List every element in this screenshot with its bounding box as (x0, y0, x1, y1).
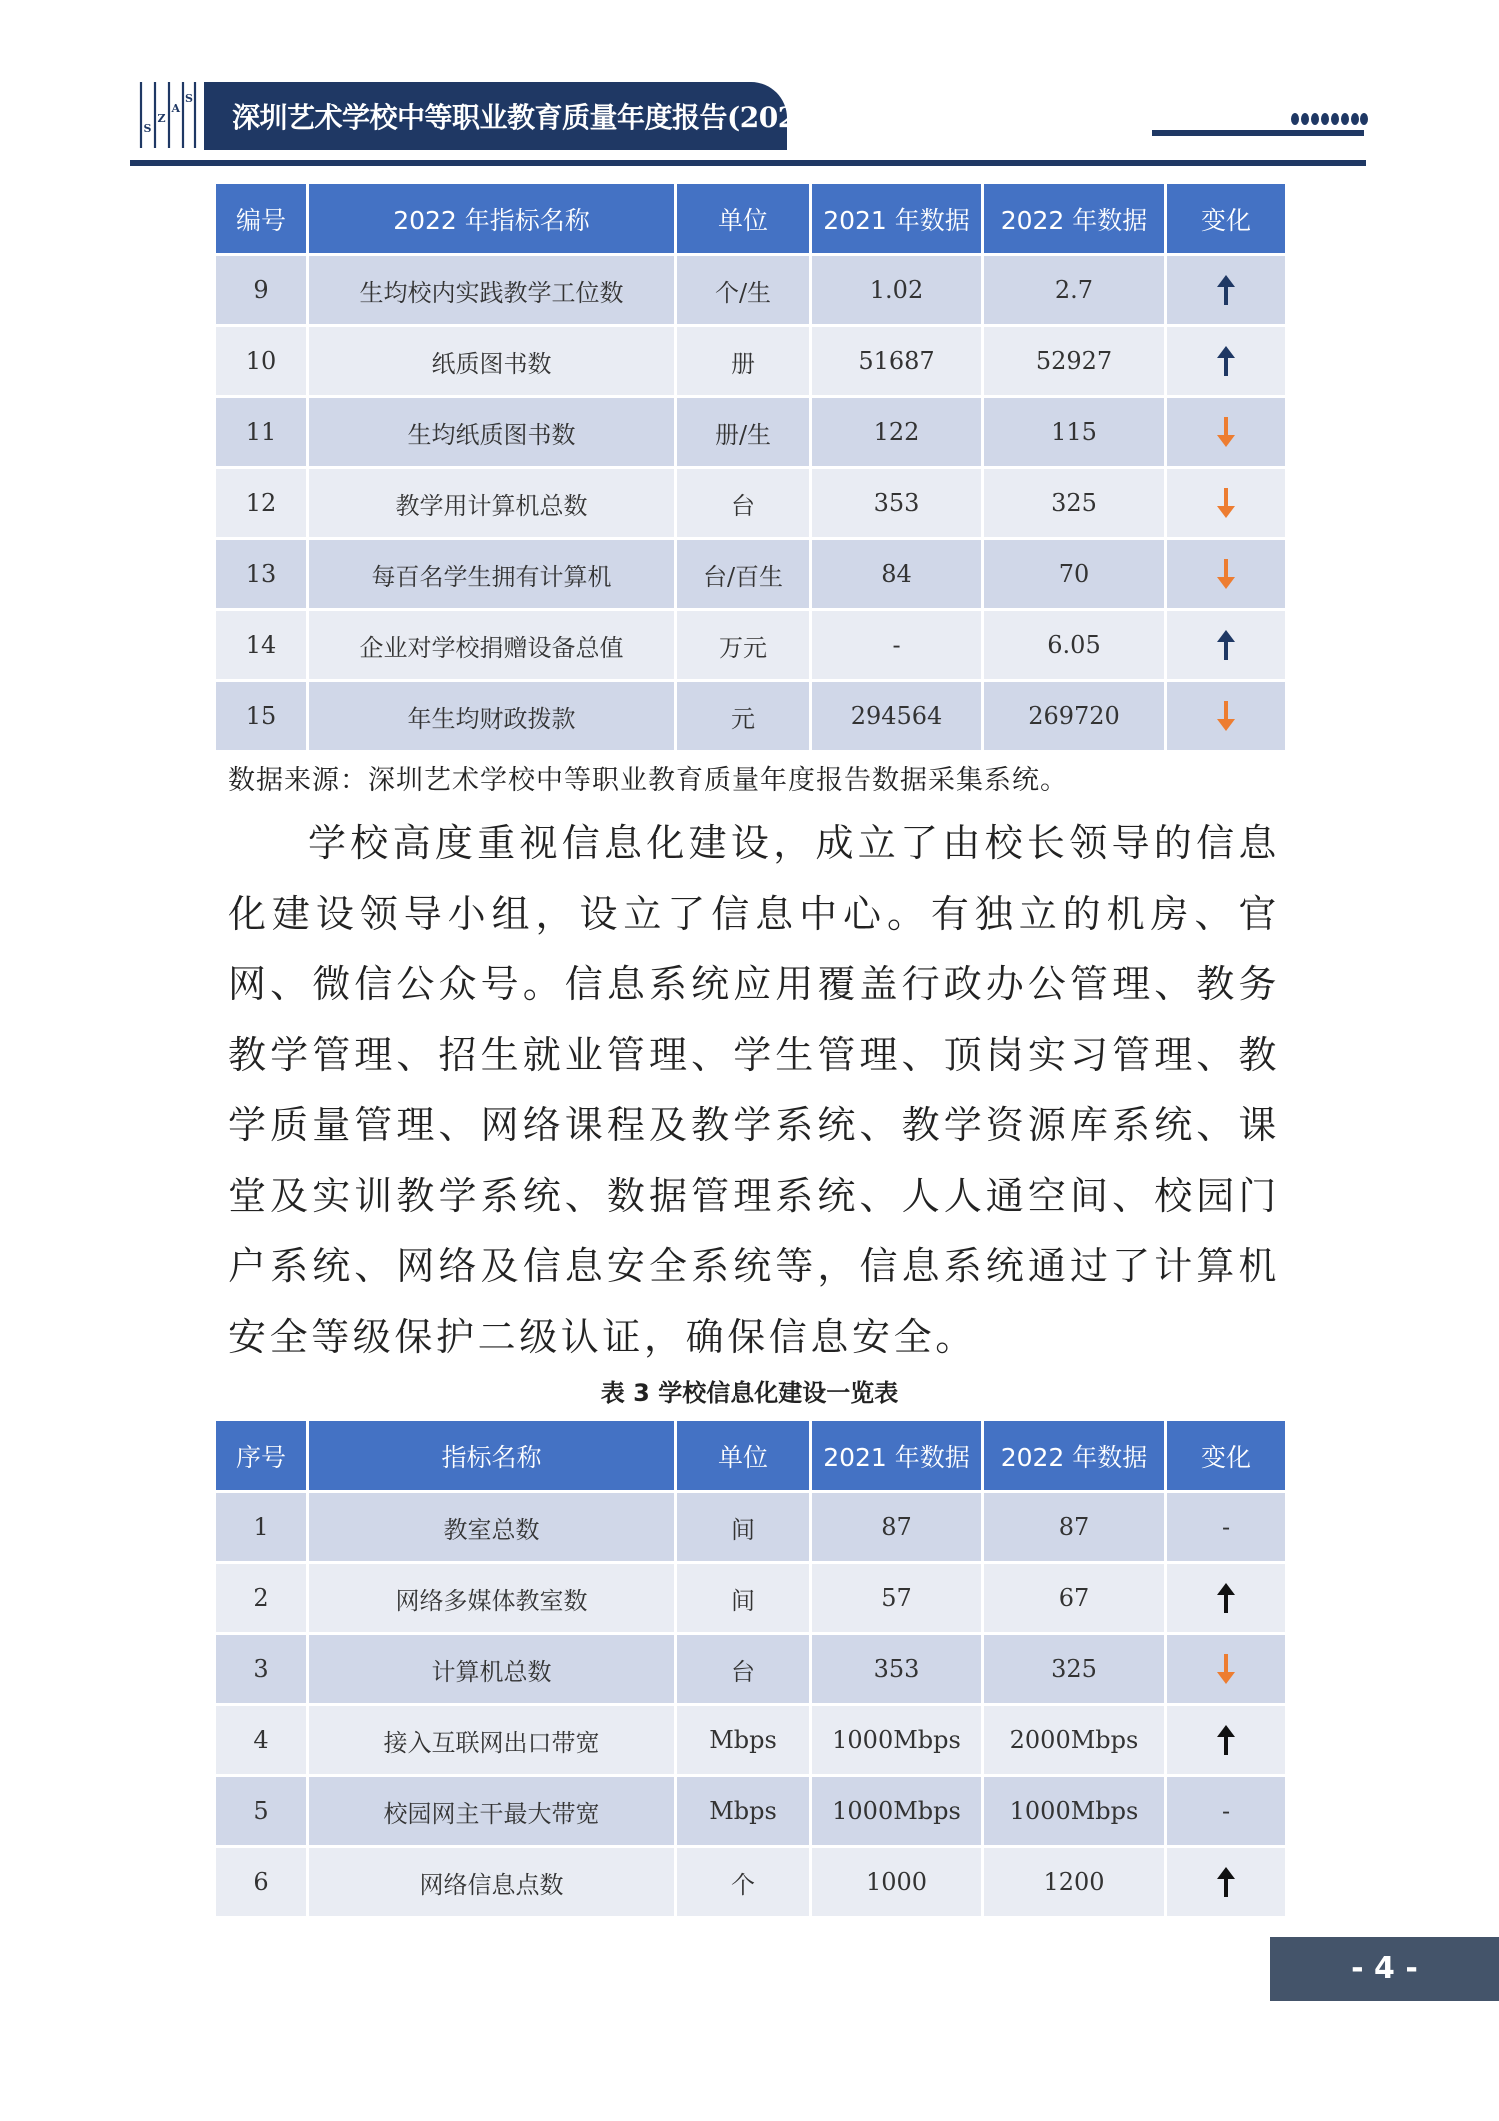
logo-letter-1: S (143, 122, 152, 135)
logo-letter-4: S (185, 92, 193, 105)
cell-2022-value: 87 (983, 1492, 1166, 1563)
header-cell-no: 序号 (215, 1420, 308, 1492)
cell-2021-value: 1000Mbps (811, 1705, 983, 1776)
cell-indicator-name: 网络多媒体教室数 (308, 1563, 676, 1634)
cell-unit: 册 (676, 326, 811, 397)
cell-2021-value: 57 (811, 1563, 983, 1634)
arrow-up-icon (1211, 273, 1241, 307)
cell-change (1166, 397, 1287, 468)
table-row (215, 539, 1287, 610)
cell-unit: Mbps (676, 1776, 811, 1847)
arrow-up-icon (1211, 344, 1241, 378)
table-header-row (215, 183, 1287, 255)
cell-unit: 个/生 (676, 255, 811, 326)
header-cell-2021: 2021 年数据 (811, 1420, 983, 1492)
page-number: - 4 - (1351, 1951, 1418, 1986)
cell-change (1166, 1634, 1287, 1705)
arrow-down-icon (1211, 699, 1241, 733)
cell-indicator-name: 校园网主干最大带宽 (308, 1776, 676, 1847)
cell-indicator-name: 接入互联网出口带宽 (308, 1705, 676, 1776)
school-logo (137, 80, 199, 150)
cell-change (1166, 255, 1287, 326)
indicator-table-1 (213, 181, 1288, 753)
table-header-row (215, 1420, 1287, 1492)
cell-2022-value: 325 (983, 1634, 1166, 1705)
header-cell-name: 指标名称 (308, 1420, 676, 1492)
cell-change: - (1166, 1776, 1287, 1847)
arrow-down-icon (1211, 486, 1241, 520)
header-cell-name: 2022 年指标名称 (308, 183, 676, 255)
cell-2022-value: 1200 (983, 1847, 1166, 1918)
cell-2022-value: 325 (983, 468, 1166, 539)
cell-no: 15 (215, 681, 308, 752)
logo-letter-2: Z (157, 112, 166, 125)
cell-2021-value: 51687 (811, 326, 983, 397)
header-cell-2022: 2022 年数据 (983, 183, 1166, 255)
header-cell-2021: 2021 年数据 (811, 183, 983, 255)
cell-no: 1 (215, 1492, 308, 1563)
cell-2021-value: 1000 (811, 1847, 983, 1918)
table-caption: 表 3 学校信息化建设一览表 (600, 1379, 899, 1407)
table-row (215, 1705, 1287, 1776)
cell-no: 5 (215, 1776, 308, 1847)
cell-unit: 个 (676, 1847, 811, 1918)
cell-change (1166, 610, 1287, 681)
cell-unit: 间 (676, 1492, 811, 1563)
table-row (215, 397, 1287, 468)
header-rule (130, 160, 1366, 166)
arrow-up-icon (1211, 1865, 1241, 1899)
table-row (215, 1634, 1287, 1705)
cell-2021-value: 1.02 (811, 255, 983, 326)
cell-indicator-name: 纸质图书数 (308, 326, 676, 397)
cell-2022-value: 115 (983, 397, 1166, 468)
table-row (215, 255, 1287, 326)
cell-unit: 台/百生 (676, 539, 811, 610)
cell-no: 2 (215, 1563, 308, 1634)
arrow-up-icon (1211, 1723, 1241, 1757)
table-row (215, 610, 1287, 681)
header-cell-change: 变化 (1166, 1420, 1287, 1492)
cell-indicator-name: 网络信息点数 (308, 1847, 676, 1918)
table-row (215, 681, 1287, 752)
cell-no: 11 (215, 397, 308, 468)
cell-2021-value: 353 (811, 1634, 983, 1705)
table-row (215, 326, 1287, 397)
cell-2022-value: 269720 (983, 681, 1166, 752)
cell-no: 10 (215, 326, 308, 397)
header-dots-decoration (1290, 111, 1368, 127)
cell-2021-value: 84 (811, 539, 983, 610)
cell-2021-value: - (811, 610, 983, 681)
cell-indicator-name: 企业对学校捐赠设备总值 (308, 610, 676, 681)
header-cell-no: 编号 (215, 183, 308, 255)
table-row (215, 468, 1287, 539)
cell-indicator-name: 年生均财政拨款 (308, 681, 676, 752)
table-row (215, 1847, 1287, 1918)
cell-no: 9 (215, 255, 308, 326)
arrow-down-icon (1211, 557, 1241, 591)
cell-2022-value: 2000Mbps (983, 1705, 1166, 1776)
arrow-up-icon (1211, 628, 1241, 662)
table-row (215, 1492, 1287, 1563)
body-paragraph: 学校高度重视信息化建设，成立了由校长领导的信息化建设领导小组，设立了信息中心。有独立的机房、官网、微信公众号。信息系统应用覆盖行政办公管理、教务教学管理、招生就业管理、学生管理、顶岗实习管理、教学质量管理、网络课程及教学系统、教学资源库系统、课堂及实训教学系统、数据管理系统、人人通空间、校园门户系统、网络及信息安全系统等，信息系统通过了计算机安全等级保护二级认证，确保信息安全。 (228, 821, 1280, 1359)
cell-2021-value: 122 (811, 397, 983, 468)
cell-unit: 册/生 (676, 397, 811, 468)
arrow-up-icon (1211, 1581, 1241, 1615)
cell-indicator-name: 每百名学生拥有计算机 (308, 539, 676, 610)
cell-unit: 台 (676, 1634, 811, 1705)
header-cell-change: 变化 (1166, 183, 1287, 255)
cell-2021-value: 353 (811, 468, 983, 539)
cell-2022-value: 1000Mbps (983, 1776, 1166, 1847)
cell-2021-value: 87 (811, 1492, 983, 1563)
data-source-note: 数据来源：深圳艺术学校中等职业教育质量年度报告数据采集系统。 (228, 765, 1068, 796)
cell-no: 6 (215, 1847, 308, 1918)
cell-2022-value: 6.05 (983, 610, 1166, 681)
cell-2022-value: 2.7 (983, 255, 1166, 326)
cell-no: 3 (215, 1634, 308, 1705)
header-cell-unit: 单位 (676, 183, 811, 255)
cell-change (1166, 681, 1287, 752)
header-cell-unit: 单位 (676, 1420, 811, 1492)
cell-indicator-name: 教学用计算机总数 (308, 468, 676, 539)
cell-change: - (1166, 1492, 1287, 1563)
informatization-table (213, 1418, 1288, 1919)
cell-unit: 台 (676, 468, 811, 539)
cell-2022-value: 67 (983, 1563, 1166, 1634)
cell-unit: 间 (676, 1563, 811, 1634)
report-title: 深圳艺术学校中等职业教育质量年度报告(2023) (232, 101, 829, 134)
header-decoration-line (1152, 130, 1364, 136)
arrow-down-icon (1211, 1652, 1241, 1686)
cell-no: 4 (215, 1705, 308, 1776)
header-cell-2022: 2022 年数据 (983, 1420, 1166, 1492)
cell-indicator-name: 生均纸质图书数 (308, 397, 676, 468)
cell-indicator-name: 生均校内实践教学工位数 (308, 255, 676, 326)
cell-unit: Mbps (676, 1705, 811, 1776)
cell-unit: 元 (676, 681, 811, 752)
cell-indicator-name: 计算机总数 (308, 1634, 676, 1705)
arrow-down-icon (1211, 415, 1241, 449)
cell-change (1166, 539, 1287, 610)
cell-unit: 万元 (676, 610, 811, 681)
cell-change (1166, 1705, 1287, 1776)
table-row (215, 1563, 1287, 1634)
cell-indicator-name: 教室总数 (308, 1492, 676, 1563)
cell-change (1166, 1563, 1287, 1634)
cell-2021-value: 1000Mbps (811, 1776, 983, 1847)
logo-letter-3: A (171, 102, 181, 115)
cell-2021-value: 294564 (811, 681, 983, 752)
cell-no: 14 (215, 610, 308, 681)
cell-2022-value: 52927 (983, 326, 1166, 397)
cell-2022-value: 70 (983, 539, 1166, 610)
table-row (215, 1776, 1287, 1847)
cell-change (1166, 326, 1287, 397)
cell-no: 12 (215, 468, 308, 539)
cell-change (1166, 1847, 1287, 1918)
cell-change (1166, 468, 1287, 539)
cell-no: 13 (215, 539, 308, 610)
